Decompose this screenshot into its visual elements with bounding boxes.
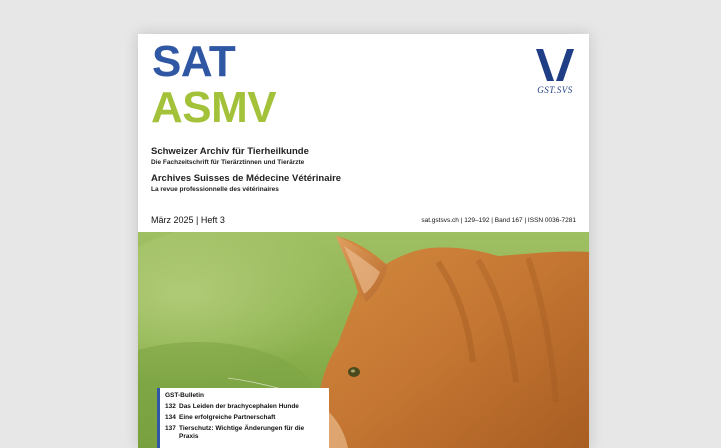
toc-page-number: 137 bbox=[165, 425, 176, 433]
table-of-contents bbox=[157, 388, 329, 448]
issue-date: März 2025 | Heft 3 bbox=[151, 215, 225, 225]
tagline-german: Die Fachzeitschrift für Tierärztinnen und Tierärzte bbox=[151, 159, 305, 166]
toc-title: Eine erfolgreiche Partnerschaft bbox=[179, 414, 276, 422]
title-asmv: ASMV bbox=[151, 83, 277, 132]
issue-meta: sat.gstsvs.ch | 129–192 | Band 167 | ISSN 0036-7281 bbox=[421, 217, 576, 224]
toc-title: Tierschutz: Wichtige Änderungen für die Praxis bbox=[179, 425, 305, 441]
toc-item bbox=[165, 414, 323, 422]
logo-text: GST.SVS bbox=[537, 85, 573, 95]
toc-page-number: 134 bbox=[165, 414, 176, 422]
toc-page-number: 132 bbox=[165, 403, 176, 410]
toc-title: Das Leiden der brachycephalen Hunde bbox=[179, 403, 299, 410]
journal-cover bbox=[138, 34, 589, 448]
gst-svs-logo bbox=[532, 47, 578, 103]
subtitle-french: Archives Suisses de Médecine Vétérinaire bbox=[151, 173, 342, 184]
title-sat: SAT bbox=[152, 37, 236, 86]
toc-heading: GST-Bulletin bbox=[165, 392, 204, 399]
toc-item bbox=[165, 403, 323, 411]
tagline-french: La revue professionnelle des vétérinaires bbox=[151, 186, 279, 193]
toc-item bbox=[165, 425, 323, 441]
subtitle-german: Schweizer Archiv für Tierheilkunde bbox=[151, 146, 309, 157]
gst-svs-logo-icon bbox=[532, 47, 578, 83]
